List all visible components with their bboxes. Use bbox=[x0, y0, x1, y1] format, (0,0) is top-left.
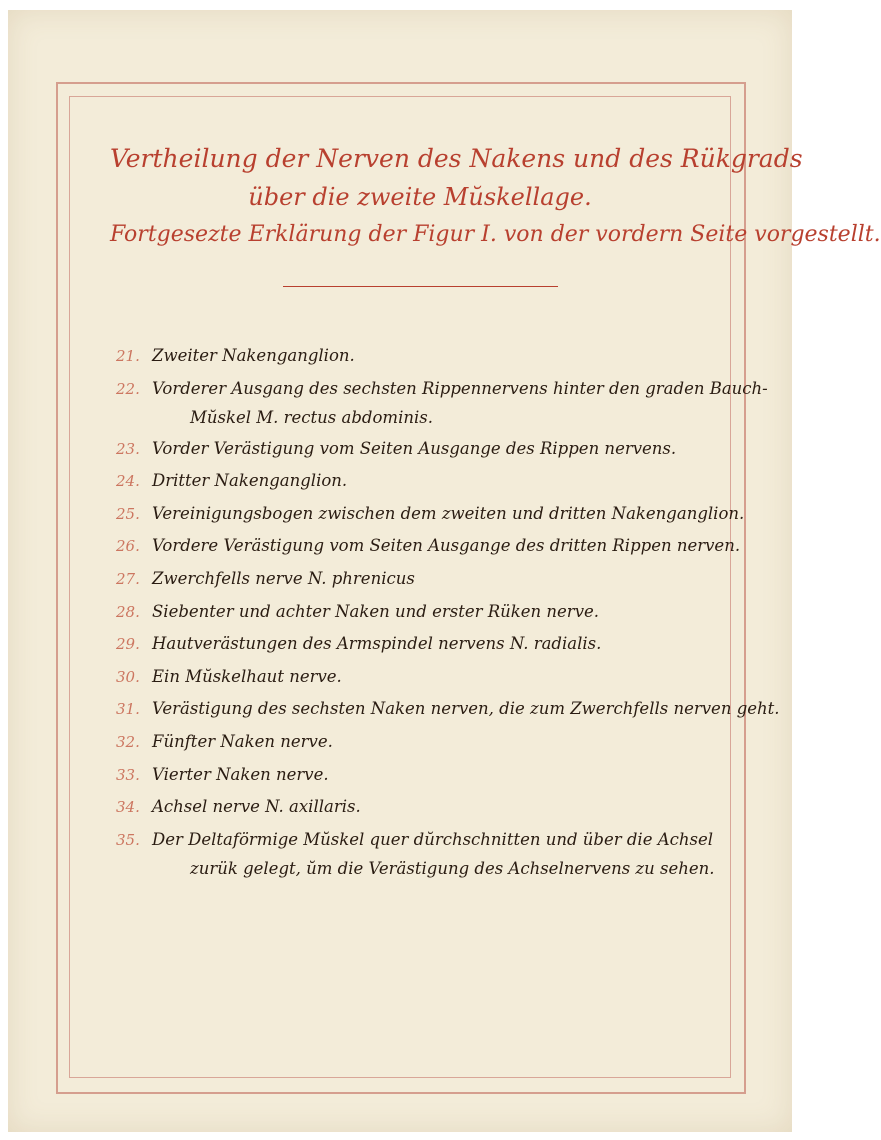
entry-text: Zwerchfells nerve N. phrenicus bbox=[152, 568, 415, 588]
entry-text: Hautverästungen des Armspindel nervens N. radialis. bbox=[152, 634, 602, 654]
list-item bbox=[116, 340, 726, 373]
title-underline bbox=[283, 286, 558, 287]
entry-number: 29. bbox=[116, 635, 140, 654]
list-item bbox=[116, 759, 726, 792]
entry-text: Der Deltaförmige Mŭskel quer dŭrchschnitten und über die Achsel bbox=[152, 829, 714, 849]
list-item bbox=[116, 596, 726, 629]
entry-text: Ein Mŭskelhaut nerve. bbox=[152, 666, 342, 686]
entry-number: 35. bbox=[116, 830, 140, 849]
entry-text: Vordere Verästigung vom Seiten Ausgange des dritten Rippen nerven. bbox=[152, 536, 741, 556]
list-item bbox=[116, 661, 726, 694]
list-item bbox=[116, 373, 768, 433]
entry-continuation: Mŭskel M. rectus abdominis. bbox=[190, 407, 433, 427]
entry-number: 32. bbox=[116, 732, 140, 751]
entry-number: 33. bbox=[116, 765, 140, 784]
entry-text: Vorder Verästigung vom Seiten Ausgange des Rippen nervens. bbox=[152, 438, 677, 458]
list-item bbox=[116, 824, 726, 884]
list-item bbox=[116, 530, 741, 563]
entry-number: 24. bbox=[116, 472, 140, 491]
entry-list bbox=[116, 340, 780, 884]
entry-number: 26. bbox=[116, 537, 140, 556]
entry-text: Achsel nerve N. axillaris. bbox=[152, 797, 361, 817]
list-item bbox=[116, 726, 726, 759]
list-item bbox=[116, 628, 726, 661]
list-item bbox=[116, 433, 726, 466]
entry-text: Zweiter Nakenganglion. bbox=[152, 346, 355, 365]
list-item bbox=[116, 465, 726, 498]
entry-text: Fünfter Naken nerve. bbox=[152, 731, 333, 751]
title-line-1: Vertheilung der Nerven des Nakens und des Rükgrads bbox=[110, 144, 803, 173]
entry-number: 23. bbox=[116, 439, 140, 458]
title-block bbox=[110, 140, 881, 254]
entry-number: 31. bbox=[116, 700, 140, 719]
entry-text: Verästigung des sechsten Naken nerven, die zum Zwerchfells nerven geht. bbox=[152, 699, 780, 719]
title-line-3: Fortgesezte Erklärung der Figur I. von der vordern Seite vorgestellt. bbox=[110, 222, 881, 247]
entry-number: 27. bbox=[116, 569, 140, 588]
list-item bbox=[116, 791, 726, 824]
entry-text-block bbox=[152, 373, 768, 433]
entry-number: 30. bbox=[116, 667, 140, 686]
entry-continuation: zurük gelegt, ŭm die Verästigung des Achselnervens zu sehen. bbox=[190, 858, 715, 878]
entry-number: 21. bbox=[116, 347, 140, 365]
entry-number: 34. bbox=[116, 798, 140, 817]
entry-number: 28. bbox=[116, 602, 140, 621]
entry-text: Vereinigungsbogen zwischen dem zweiten und dritten Nakenganglion. bbox=[152, 503, 745, 523]
entry-text: Vorderer Ausgang des sechsten Rippennervens hinter den graden Bauch- bbox=[152, 378, 768, 398]
list-item bbox=[116, 498, 745, 531]
list-item bbox=[116, 693, 780, 726]
entry-text: Siebenter und achter Naken und erster Rüken nerve. bbox=[152, 601, 600, 621]
entry-number: 25. bbox=[116, 504, 140, 523]
entry-number: 22. bbox=[116, 379, 140, 398]
entry-text: Dritter Nakenganglion. bbox=[152, 471, 348, 491]
entry-text: Vierter Naken nerve. bbox=[152, 764, 329, 784]
title-line-2: über die zweite Mŭskellage. bbox=[248, 183, 592, 211]
entry-text-block bbox=[152, 824, 726, 884]
list-item bbox=[116, 563, 726, 596]
